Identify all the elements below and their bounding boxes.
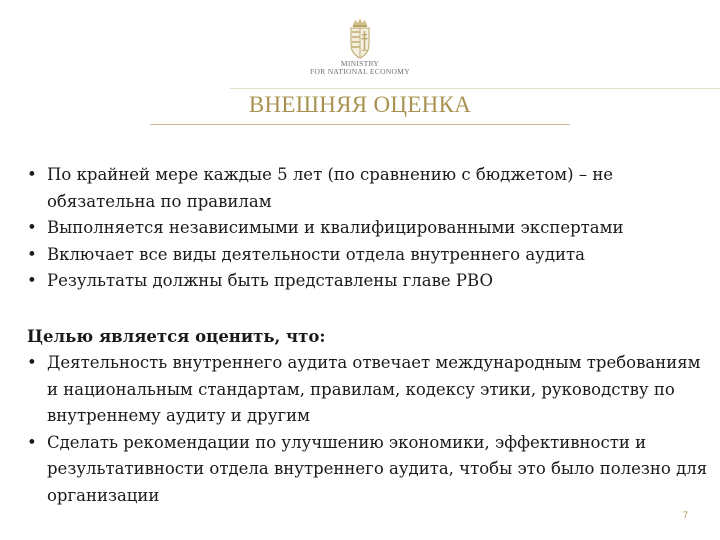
list-item [27,268,712,295]
bullet-icon: • [27,218,37,237]
bullet-text: Включает все виды деятельности отдела внутреннего аудита [47,244,586,264]
bullet-text: Выполняется независимыми и квалифицированными экспертами [47,218,624,237]
ministry-logo [305,16,415,82]
list-item [27,350,712,430]
slide-title: ВНЕШНЯЯ ОЦЕНКА [248,92,472,117]
list-item [27,242,712,269]
bullet-icon: • [27,165,37,184]
bullet-icon: • [27,353,37,372]
logo-line-1: MINISTRY [340,59,380,68]
logo-line-2: FOR NATIONAL ECONOMY [310,67,410,76]
bullet-icon: • [27,244,37,264]
bullet-text: Деятельность внутреннего аудита отвечает международным требованиям и национальным стандартам, правилам, кодексу этики, руководству по внутреннему аудиту и другим [47,353,701,425]
bullet-icon: • [27,432,37,452]
list-item [27,430,712,510]
list-item [27,162,712,215]
title-underline [150,124,570,125]
goal-heading: Целью является оценить, что: [27,327,326,346]
header-divider [230,88,720,89]
list-item [27,215,712,242]
page-number: 7 [683,510,689,520]
bullet-icon: • [27,271,37,290]
bullet-text: Сделать рекомендации по улучшению экономики, эффективности и результативности отдела внутреннего аудита, чтобы это было полезно для организации [47,432,708,505]
bullet-text: По крайней мере каждые 5 лет (по сравнению с бюджетом) – не обязательна по правилам [47,165,614,211]
bullet-list [27,162,712,295]
goal-bullet-list [27,350,712,509]
bullet-text: Результаты должны быть представлены главе PBO [47,271,493,290]
coat-of-arms-icon [347,16,373,60]
